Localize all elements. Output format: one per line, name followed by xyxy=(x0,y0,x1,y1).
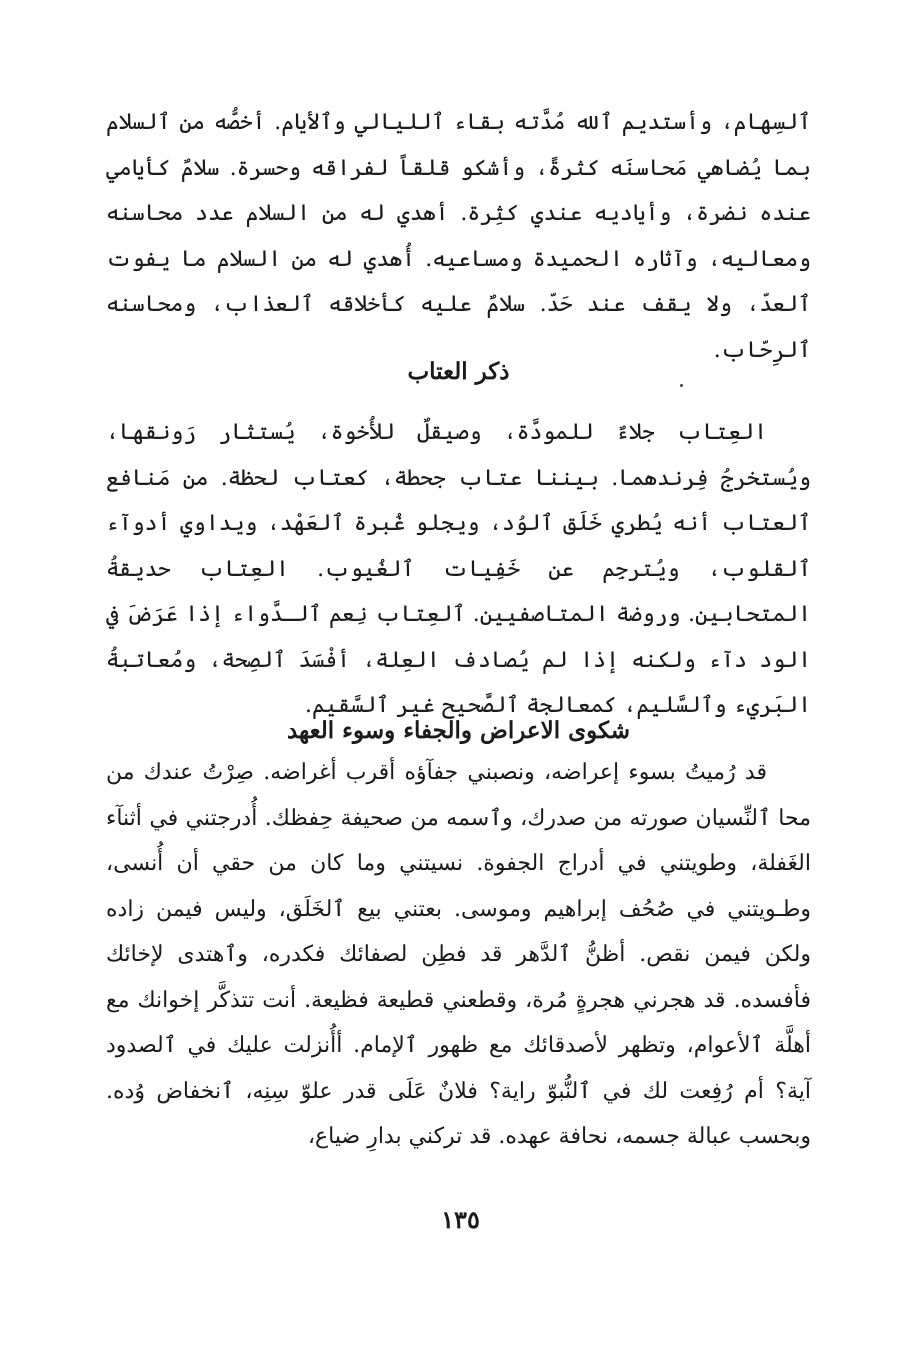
page-number: ١٣٥ xyxy=(441,1205,480,1234)
paragraph-text: قد رُميتُ بسوء إعراضه، ونصبني جفآؤه أقرب أغراضه. صِرْتُ عندك من محا ٱلنِّسيان صورته من صدرك، وٱسمه من صحيفة حِفظك. أُدرجتني في أثنآء الغَفلة، وطويتني في أدراج الجفوة. نسيتني وما كان من حقي أن أُنسى، وطـويتني في صُحُف إبراهيم وموسى. بعتني بيع ٱلخَلَق، وليس فيمن زاده ولكن فيمن نقص. أظنُّ ٱلدَّهر قد فطِن لصفائك فكدره، وٱهتدى لإخائك فأفسده. قد هجرني هجرةٍ مُرة، وقطعني قطيعة فظيعة. أنت تتذكَّر إخوانك مع أهلَّة ٱلأعوام، وتظهر لأصدقائك مع ظهور ٱلإمام. أأُنزلت عليك في ٱلصدود آية؟ أم رُفِعت لك في ٱلنُّبوّ راية؟ فلانٌ عَلَى قدر علوّ سِنِه، ٱنخفاض وُده. وبحسب عبالة جسمه، نحافة عهده. قد تركني بدارِ ضياع، xyxy=(106,760,811,1149)
print-speck xyxy=(680,384,683,387)
opening-paragraph xyxy=(106,100,811,373)
paragraph-text: العِتاب جلاءٌ للمودَّة، وصيقلٌ للأُخوة، يُستثار رَونقها، ويُستخرجُ فِرندهما. بيننا عتاب جحطة، كعتاب لحظة. من مَنافع ٱلعتاب أنه يُطري خَلَق ٱلوُد، ويجلو غُبرة ٱلعَهْد، ويداوي أدوآء ٱلقلوب، ويُترجِم عن خَفِيات ٱلغُيوب. العِتاب حديقةُ المتحابين. وروضة المتاصفيين. ٱلعِتاب نِعم ٱلـدَّواء إذا عَرَضَ في الود دآء ولكنه إذا لم يُصادف العِلة، أفْسَدَ ٱلصِحة، ومُعاتبةُ البَريء وٱلسَّليم، كمعالجة ٱلصَّحيح غير ٱلسَّقيم. xyxy=(106,420,811,718)
complaint-paragraph xyxy=(106,750,811,1160)
section-heading-complaint: شكوى الاعراض والجفاء وسوء العهد xyxy=(286,717,631,744)
paragraph-text: ٱلسِهام، وأستديم ٱلله مُدَّته بقاء ٱلليالي وٱلأيام. أخصُّه من ٱلسلام بما يُضاهي مَحاسنَه كثرةً، وأشكو قلقاً لفراقه وحسرة. سلامٌ كأيامي عنده نضرة، وأياديه عندي كثِرة. أهدي له من السلام عدد محاسنه ومعاليه، وآثاره الحميدة ومساعيه. أُهدي له من السلام ما يفوت ٱلعدّ، ولا يقف عند حَدّ. سلامٌ عليه كأخلاقه ٱلعذاب، ومحاسنه ٱلرِحّاب. xyxy=(106,110,811,363)
section-heading-reproach: ذكر العتاب xyxy=(407,358,510,385)
reproach-paragraph xyxy=(106,410,811,729)
